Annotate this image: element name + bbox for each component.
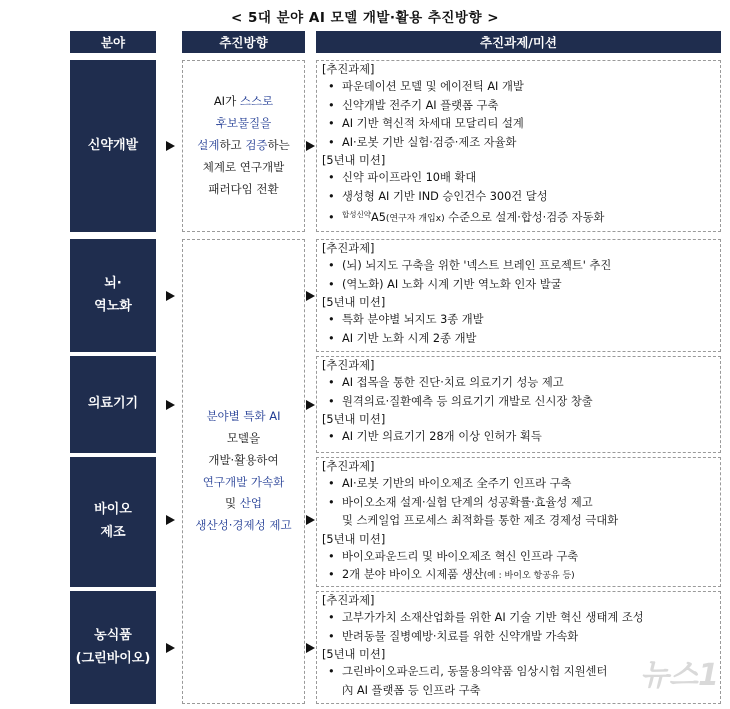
arrow-right-icon: [166, 643, 175, 653]
tasks-medical: [316, 356, 721, 453]
list-item: • AI 접목을 통한 진단·치료 의료기기 성능 제고: [328, 376, 564, 389]
arrow-right-icon: [166, 141, 175, 151]
direction-text-emph: 검증: [245, 138, 268, 153]
header-field: 분야: [70, 31, 156, 53]
field-label: 뇌·: [104, 275, 122, 291]
list-item: • AI 기반 혁신적 차세대 모달리티 설계: [328, 117, 524, 130]
field-drug-development: [70, 60, 156, 232]
field-label: 제조: [100, 525, 126, 540]
field-label: (그린바이오): [75, 650, 151, 666]
list-item: • 반려동물 질병예방·치료를 위한 신약개발 가속화: [328, 629, 579, 643]
list-item-continued: 및 스케일업 프로세스 최적화를 통한 제조 경제성 극대화: [342, 514, 619, 527]
arrow-right-icon: [306, 141, 315, 151]
field-label: 신약개발: [87, 137, 139, 153]
section-label: [5년내 미션]: [322, 296, 386, 309]
field-bio-manufacturing: [70, 457, 156, 587]
field-label: 농식품: [94, 627, 132, 643]
direction-text: 하는: [267, 138, 290, 153]
tasks-bio: [316, 457, 721, 587]
tasks-brain: [316, 239, 721, 352]
section-label: [5년내 미션]: [322, 413, 386, 426]
section-label: [추진과제]: [322, 359, 375, 372]
field-medical-device: [70, 356, 156, 453]
header-direction: 추진방향: [182, 31, 305, 53]
direction-text-emph: 연구개발 가속화: [202, 474, 285, 489]
direction-text: 모델을: [226, 430, 261, 445]
section-label: [5년내 미션]: [322, 648, 386, 661]
arrow-right-icon: [306, 515, 315, 525]
arrow-right-icon: [306, 291, 315, 301]
direction-text: 체계로 연구개발: [202, 159, 285, 174]
list-item: • AI·로봇 기반의 바이오제조 全주기 인프라 구축: [328, 477, 572, 490]
list-item: • 바이오소재 설계·실험 단계의 성공확률·효율성 제고: [328, 495, 593, 509]
section-label: [추진과제]: [322, 594, 375, 607]
list-item: • AI 기반 노화 시계 2종 개발: [328, 331, 477, 345]
section-label: [추진과제]: [322, 460, 375, 473]
arrow-right-icon: [306, 400, 315, 410]
section-label: [추진과제]: [322, 63, 375, 76]
arrow-right-icon: [166, 291, 175, 301]
list-item: • 바이오파운드리 및 바이오제조 혁신 인프라 구축: [328, 549, 579, 563]
field-brain-antiaging: [70, 239, 156, 352]
list-item: • 그린바이오파운드리, 동물용의약품 임상시험 지원센터: [328, 665, 608, 678]
list-item: • 특화 분야별 뇌지도 3종 개발: [328, 313, 484, 326]
list-item: • $^{합성신약}$A5(연구자 개입x) 수준으로 설계·합성·검증 자동화: [328, 210, 605, 224]
direction-text-emph: 후보물질을: [215, 116, 272, 131]
list-item: • (뇌) 뇌지도 구축을 위한 '넥스트 브레인 프로젝트' 추진: [328, 259, 612, 272]
list-item: • 신약개발 전주기 AI 플랫폼 구축: [328, 98, 499, 112]
list-item-continued: 內 AI 플랫폼 등 인프라 구축: [342, 683, 481, 697]
list-item: • AI 기반 의료기기 28개 이상 인허가 획득: [328, 430, 542, 443]
watermark-logo: 뉴스1: [640, 658, 719, 693]
section-label: [추진과제]: [322, 242, 375, 255]
direction-text-emph: 분야별 특화 AI: [206, 408, 281, 423]
arrow-right-icon: [306, 643, 315, 653]
direction-text: 하고: [219, 138, 246, 153]
direction-text: 및: [225, 496, 240, 511]
direction-text-emph: 산업: [239, 496, 262, 511]
direction-text-emph: 설계: [197, 138, 220, 153]
list-item: • 고부가가치 소재산업화를 위한 AI 기술 기반 혁신 생태계 조성: [328, 611, 644, 624]
field-label: 역노화: [94, 298, 132, 314]
section-label: [5년내 미션]: [322, 532, 386, 546]
direction-text: 개발·활용하여: [208, 452, 279, 467]
direction-text-emph: 스스로: [239, 94, 274, 109]
field-label: 바이오: [94, 502, 132, 518]
list-item: • 원격의료·질환예측 등 의료기기 개발로 신시장 창출: [328, 394, 593, 408]
field-agri-food: [70, 591, 156, 704]
direction-drug: [182, 60, 305, 232]
list-item: • 신약 파이프라인 10배 확대: [328, 171, 477, 184]
header-tasks: 추진과제/미션: [316, 31, 721, 53]
direction-text: 패러다임 전환: [208, 181, 279, 196]
list-item: • (역노화) AI 노화 시계 기반 역노화 인자 발굴: [328, 277, 562, 291]
page-title: < 5대 분야 AI 모델 개발·활용 추진방향 >: [230, 10, 500, 26]
direction-text-emph: 생산성·경제성 제고: [195, 518, 292, 533]
list-item: • 파운데이션 모델 및 에이전틱 AI 개발: [328, 80, 524, 93]
tasks-drug: [316, 60, 721, 232]
section-label: [5년내 미션]: [322, 154, 386, 167]
arrow-right-icon: [166, 400, 175, 410]
arrow-right-icon: [166, 515, 175, 525]
list-item: • 2개 분야 바이오 시제품 생산(예 : 바이오 항공유 등): [328, 568, 575, 581]
field-label: 의료기기: [87, 396, 139, 412]
list-item: • 생성형 AI 기반 IND 승인건수 300건 달성: [328, 189, 548, 203]
direction-text: AI가: [213, 94, 240, 109]
list-item: • AI·로봇 기반 실험·검증·제조 자율화: [328, 135, 517, 149]
direction-shared: [182, 239, 305, 704]
